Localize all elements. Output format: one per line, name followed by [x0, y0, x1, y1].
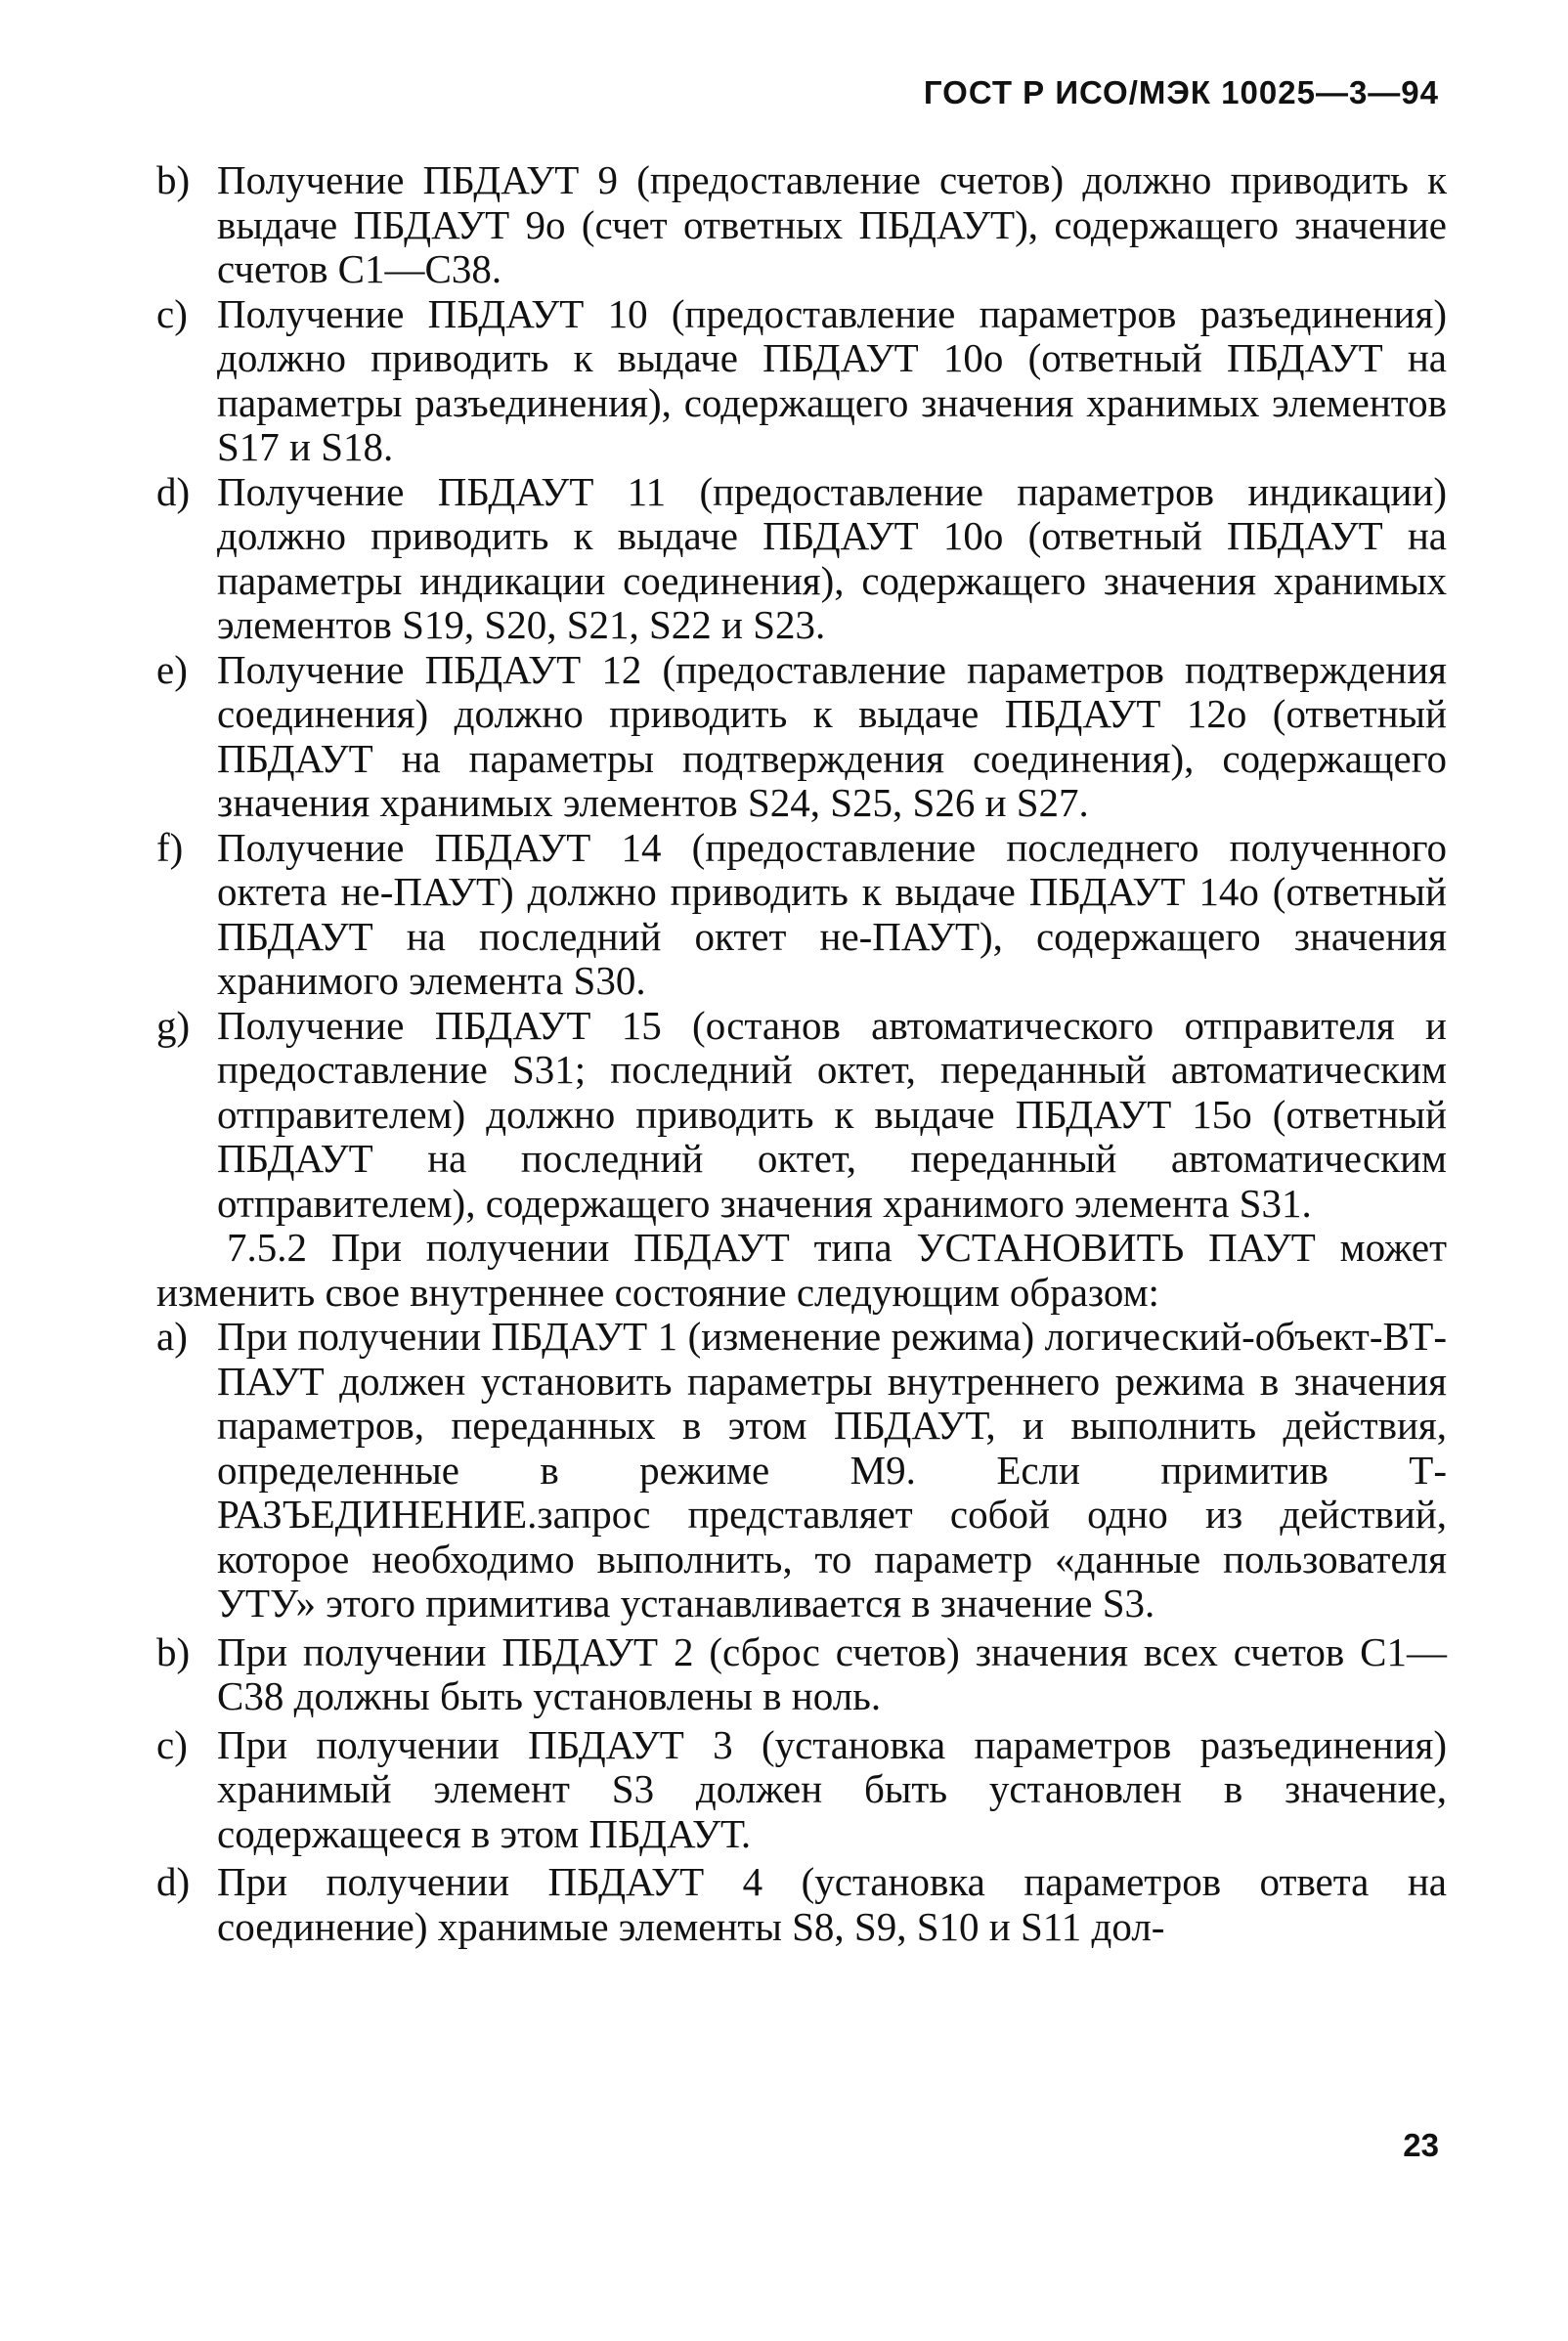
list-item-a [156, 1315, 1447, 1626]
list-item-e [156, 648, 1447, 826]
list-item-text: При получении ПБДАУТ 2 (сброс счетов) значения всех счетов С1—С38 должны быть установлены в ноль. [217, 1628, 1447, 1718]
list-item-c2 [156, 1723, 1447, 1857]
list-item-label: b) [156, 157, 191, 202]
list-item-label: g) [156, 1002, 191, 1048]
list-item-d [156, 470, 1447, 648]
list-item-text: Получение ПБДАУТ 12 (предоставление параметров подтверждения соединения) должно приводить к выдаче ПБДАУТ 12о (ответный ПБДАУТ на параметры подтверждения соединения), содержащего значения хранимых элементов S24, S25, S26 и S27. [217, 646, 1447, 825]
list-item-text: При получении ПБДАУТ 4 (установка параметров ответа на соединение) хранимые элементы S8, S9, S10 и S11 дол- [217, 1859, 1447, 1949]
list-item-d2 [156, 1860, 1447, 1949]
list-item-text: Получение ПБДАУТ 15 (останов автоматического отправителя и предоставление S31; последний октет, переданный автоматическим отправителем) должно приводить к выдаче ПБДАУТ 15о (ответный ПБДАУТ на последний октет, переданный автоматическим отправителем), содержащего значения хранимого элемента S31. [217, 1002, 1447, 1226]
list-item-text: При получении ПБДАУТ 1 (изменение режима) логический-объект-ВТ-ПАУТ должен установить параметры внутреннего режима в значения параметров, переданных в этом ПБДАУТ, и выполнить действия, определенные в режиме М9. Если примитив Т-РАЗЪЕДИНЕНИЕ.запрос представляет собой одно из действий, которое необходимо выполнить, то параметр «данные пользователя УТУ» этого примитива устанавливается в значение S3. [217, 1314, 1447, 1626]
list-item-label: d) [156, 1859, 191, 1904]
list-item-text: При получении ПБДАУТ 3 (установка параметров разъединения) хранимый элемент S3 должен быть установлен в значение, содержащееся в этом ПБДАУТ. [217, 1721, 1447, 1856]
list-item-label: d) [156, 468, 191, 514]
list-item-label: e) [156, 646, 188, 692]
page-number: 23 [1403, 2127, 1439, 2163]
section-paragraph-7-5-2: 7.5.2 При получении ПБДАУТ типа УСТАНОВИТЬ ПАУТ может изменить свое внутреннее состояние следующим образом: [156, 1225, 1447, 1315]
list-item-label: b) [156, 1628, 191, 1674]
list-item-b [156, 158, 1447, 292]
list-item-text: Получение ПБДАУТ 14 (предоставление последнего полученного октета не-ПАУТ) должно приводить к выдаче ПБДАУТ 14о (ответный ПБДАУТ на последний октет не-ПАУТ), содержащего значения хранимого элемента S30. [217, 824, 1447, 1003]
list-item-c [156, 292, 1447, 470]
list-item-g [156, 1004, 1447, 1227]
list-item-f [156, 826, 1447, 1004]
list-item-label: c) [156, 1721, 188, 1767]
list-item-label: c) [156, 290, 188, 336]
list-item-label: a) [156, 1314, 188, 1359]
list-item-label: f) [156, 824, 184, 870]
page-body [156, 158, 1447, 1949]
document-header: ГОСТ Р ИСО/МЭК 10025—3—94 [923, 74, 1439, 110]
list-item-b2 [156, 1630, 1447, 1719]
list-item-text: Получение ПБДАУТ 10 (предоставление параметров разъединения) должно приводить к выдаче ПБДАУТ 10о (ответный ПБДАУТ на параметры разъединения), содержащего значения хранимых элементов S17 и S18. [217, 290, 1447, 469]
list-item-text: Получение ПБДАУТ 11 (предоставление параметров индикации) должно приводить к выдаче ПБДАУТ 10о (ответный ПБДАУТ на параметры индикации соединения), содержащего значения хранимых элементов S19, S20, S21, S22 и S23. [217, 468, 1447, 647]
list-item-text: Получение ПБДАУТ 9 (предоставление счетов) должно приводить к выдаче ПБДАУТ 9о (счет ответных ПБДАУТ), содержащего значение счетов С1—С38. [217, 157, 1447, 291]
